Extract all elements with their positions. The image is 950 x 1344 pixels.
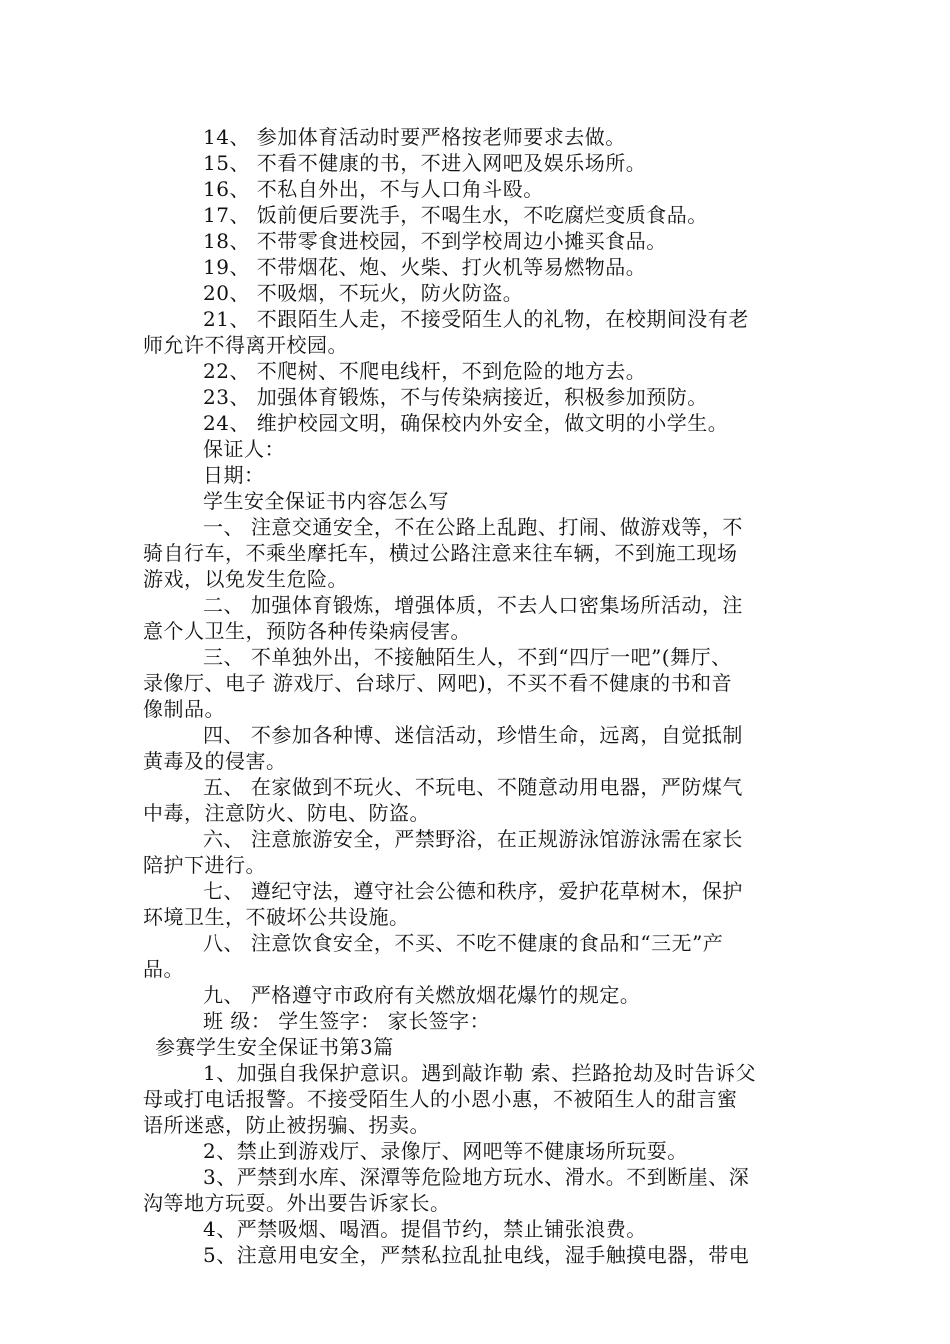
text-line: 19、 不带烟花、炮、火柴、打火机等易燃物品。: [203, 255, 647, 279]
text-line: 陪护下进行。: [143, 853, 266, 877]
text-line: 16、 不私自外出，不与人口角斗殴。: [203, 177, 544, 201]
text-line: 23、 加强体育锻炼，不与传染病接近，积极参加预防。: [203, 385, 708, 409]
text-line: 二、 加强体育锻炼，增强体质，不去人口密集场所活动，注: [203, 593, 743, 617]
text-line: 八、 注意饮食安全，不买、不吃不健康的食品和“三无”产: [203, 931, 724, 955]
text-line: 中毒，注意防火、防电、防盗。: [143, 801, 430, 825]
text-line: 24、 维护校园文明，确保校内外安全，做文明的小学生。: [203, 411, 729, 435]
section-heading: 学生安全保证书内容怎么写: [203, 489, 449, 513]
text-line: 意个人卫生，预防各种传染病侵害。: [143, 619, 471, 643]
text-line: 游戏，以免发生危险。: [143, 567, 348, 591]
date-label: 日期：: [203, 463, 265, 487]
text-line: 五、 在家做到不玩火、不玩电、不随意动用电器，严防煤气: [203, 775, 743, 799]
text-line: 三、 不单独外出，不接触陌生人，不到“四厅一吧”(舞厅、: [203, 645, 732, 669]
signature-label: 保证人：: [203, 437, 285, 461]
text-line: 品。: [143, 957, 184, 981]
text-line: 14、 参加体育活动时要严格按老师要求去做。: [203, 125, 626, 149]
text-line: 3、严禁到水库、深潭等危险地方玩水、滑水。不到断崖、深: [203, 1165, 750, 1189]
text-line: 环境卫生，不破坏公共设施。: [143, 905, 410, 929]
text-line: 17、 饭前便后要洗手，不喝生水，不吃腐烂变质食品。: [203, 203, 708, 227]
text-line: 四、 不参加各种博、迷信活动，珍惜生命，远离，自觉抵制: [203, 723, 743, 747]
text-line: 骑自行车，不乘坐摩托车，横过公路注意来往车辆，不到施工现场: [143, 541, 738, 565]
text-line: 语所迷惑，防止被拐骗、拐卖。: [143, 1113, 430, 1137]
text-line: 20、 不吸烟，不玩火，防火防盗。: [203, 281, 524, 305]
section-heading: 参赛学生安全保证书第3篇: [155, 1035, 394, 1059]
text-line: 1、加强自我保护意识。遇到敲诈勒 索、拦路抢劫及时告诉父: [203, 1061, 757, 1085]
signature-fields: 班 级： 学生签字： 家长签字：: [203, 1009, 491, 1033]
text-line: 22、 不爬树、不爬电线杆，不到危险的地方去。: [203, 359, 647, 383]
text-line: 2、禁止到游戏厅、录像厅、网吧等不健康场所玩耍。: [203, 1139, 688, 1163]
text-line: 像制品。: [143, 697, 225, 721]
text-line: 母或打电话报警。不接受陌生人的小恩小惠，不被陌生人的甜言蜜: [143, 1087, 738, 1111]
text-line: 七、 遵纪守法，遵守社会公德和秩序，爱护花草树木，保护: [203, 879, 743, 903]
text-line: 18、 不带零食进校园，不到学校周边小摊买食品。: [203, 229, 667, 253]
text-line: 九、 严格遵守市政府有关燃放烟花爆竹的规定。: [203, 983, 641, 1007]
text-line: 15、 不看不健康的书，不进入网吧及娱乐场所。: [203, 151, 647, 175]
text-line: 21、 不跟陌生人走，不接受陌生人的礼物，在校期间没有老: [203, 307, 749, 331]
text-line: 4、严禁吸烟、喝酒。提倡节约，禁止铺张浪费。: [203, 1217, 647, 1241]
text-line: 录像厅、电子 游戏厅、台球厅、网吧)，不买不看不健康的书和音: [143, 671, 733, 695]
text-line: 黄毒及的侵害。: [143, 749, 287, 773]
text-line: 一、 注意交通安全，不在公路上乱跑、打闹、做游戏等，不: [203, 515, 743, 539]
text-line: 六、 注意旅游安全，严禁野浴，在正规游泳馆游泳需在家长: [203, 827, 743, 851]
text-line: 5、注意用电安全，严禁私拉乱扯电线，湿手触摸电器，带电: [203, 1243, 750, 1267]
text-line: 沟等地方玩耍。外出要告诉家长。: [143, 1191, 451, 1215]
text-line: 师允许不得离开校园。: [143, 333, 348, 357]
